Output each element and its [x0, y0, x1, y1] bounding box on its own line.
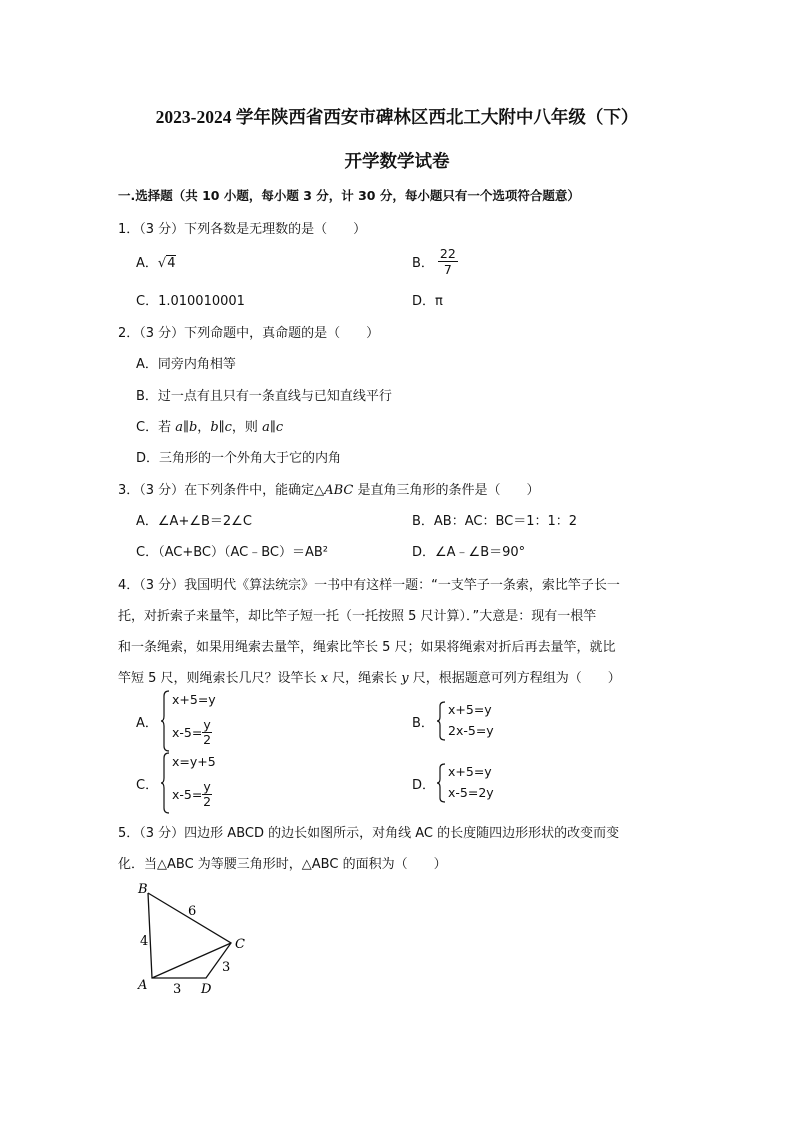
stem-text: 尺，根据题意可列方程组为（ ）: [408, 671, 621, 686]
math-expr: a∥b: [175, 420, 198, 435]
math-expr: ABC: [324, 483, 354, 498]
stem-text: 是直角三角形的条件是（ ）: [353, 483, 540, 498]
question-1-option-d: D．π: [412, 294, 443, 309]
equation-1: x+5=y: [448, 702, 492, 717]
fraction: [202, 780, 211, 809]
question-4-line1: 4．（3 分）我国明代《算法统宗》一书中有这样一题：“一支竿子一条索，索比竿子长一: [118, 578, 620, 593]
equation-1: x+5=y: [172, 692, 216, 707]
vertex-label-d: D: [201, 982, 212, 997]
question-1-stem: 1．（3 分）下列各数是无理数的是（ ）: [118, 222, 367, 237]
equation-2: x-5=2y: [448, 785, 494, 800]
option-label: C．: [136, 778, 159, 793]
brace-icon: [436, 763, 446, 803]
question-3-option-d: D．∠A﹣∠B＝90°: [412, 545, 526, 560]
option-label: B．: [412, 716, 434, 731]
question-4-line3: 和一条绳索，如果用绳索去量竿，绳索比竿长 5 尺；如果将绳索对折后再去量竿，就比: [118, 640, 616, 655]
stem-text: 竿短 5 尺，则绳索长几尺？设竿长: [118, 671, 321, 686]
question-3-option-a: A．∠A+∠B＝2∠C: [136, 514, 252, 529]
question-2-option-d: D．三角形的一个外角大于它的内角: [136, 451, 342, 466]
question-4-option-b-system: [436, 701, 536, 741]
question-3-option-b: B．AB：AC：BC＝1：1：2: [412, 514, 578, 529]
fraction-numerator: y: [203, 717, 211, 732]
brace-icon: [436, 701, 446, 741]
fraction: [438, 246, 458, 277]
quadrilateral-figure: [128, 876, 258, 998]
question-4-option-c-system: [160, 752, 260, 814]
vertex-label-a: A: [138, 978, 148, 993]
brace-icon: [160, 690, 170, 752]
question-2-stem: 2．（3 分）下列命题中，真命题的是（ ）: [118, 326, 380, 341]
question-2-option-b: B．过一点有且只有一条直线与已知直线平行: [136, 389, 392, 404]
equation-1: x+5=y: [448, 764, 492, 779]
stem-text: 尺，绳索长: [328, 671, 402, 686]
question-1-option-c: C．1.010010001: [136, 294, 245, 309]
question-4-option-a-system: [160, 690, 260, 752]
math-expr: x: [320, 671, 329, 686]
fraction-numerator: y: [203, 779, 211, 794]
equation-2: 2x-5=y: [448, 723, 494, 738]
equation-2: [172, 718, 212, 747]
math-expr: a∥c: [262, 420, 284, 435]
equation-text: x-5=: [172, 787, 203, 802]
option-text: C．若: [136, 420, 176, 435]
stem-text: 3．（3 分）在下列条件中，能确定△: [118, 483, 325, 498]
question-4-option-d-system: [436, 763, 536, 803]
fraction: [202, 718, 211, 747]
question-4-line4: [118, 667, 621, 686]
fraction-denominator: 2: [203, 732, 212, 747]
question-5-line1: 5．（3 分）四边形 ABCD 的边长如图所示，对角线 AC 的长度随四边形形状的改变而变: [118, 826, 620, 841]
question-3-stem: [118, 479, 539, 498]
math-expr: b∥c: [210, 420, 232, 435]
equation-1: x=y+5: [172, 754, 216, 769]
option-label: A．: [136, 256, 158, 271]
vertex-label-c: C: [235, 937, 245, 952]
brace-icon: [160, 752, 170, 814]
option-text: ，: [197, 420, 211, 435]
fraction-numerator: 22: [439, 246, 456, 261]
option-label: D．: [412, 778, 436, 793]
question-1-option-b: [412, 246, 458, 277]
equation-2: [172, 780, 212, 809]
radicand: 4: [167, 256, 176, 271]
option-label: A．: [136, 716, 158, 731]
sqrt-symbol: √4: [157, 256, 176, 271]
side-length-ad: 3: [173, 982, 182, 997]
section-heading: 一.选择题（共 10 小题，每小题 3 分，计 30 分，每小题只有一个选项符合题意）: [118, 188, 580, 203]
question-3-option-c: C．（AC+BC）（AC﹣BC）＝AB²: [136, 545, 329, 560]
math-expr: y: [401, 671, 409, 686]
fraction-denominator: 7: [443, 262, 452, 277]
side-length-cd: 3: [222, 960, 231, 975]
option-label: B．: [412, 256, 434, 271]
question-1-option-a: [136, 252, 176, 271]
side-length-bc: 6: [188, 904, 197, 919]
question-5-line2: 化．当△ABC 为等腰三角形时，△ABC 的面积为（ ）: [118, 857, 447, 872]
question-2-option-a: A．同旁内角相等: [136, 357, 236, 372]
option-text: ，则: [231, 420, 263, 435]
exam-title-line1: 2023-2024 学年陕西省西安市碑林区西北工大附中八年级（下）: [155, 107, 639, 127]
equation-text: x-5=: [172, 725, 203, 740]
question-2-option-c: [136, 416, 283, 435]
question-4-line2: 托，对折索子来量竿，却比竿子短一托（一托按照 5 尺计算）．”大意是：现有一根竿: [118, 609, 597, 624]
vertex-label-b: B: [138, 882, 148, 897]
exam-title-line2: 开学数学试卷: [344, 151, 450, 171]
side-length-ab: 4: [140, 934, 149, 949]
fraction-denominator: 2: [203, 794, 212, 809]
